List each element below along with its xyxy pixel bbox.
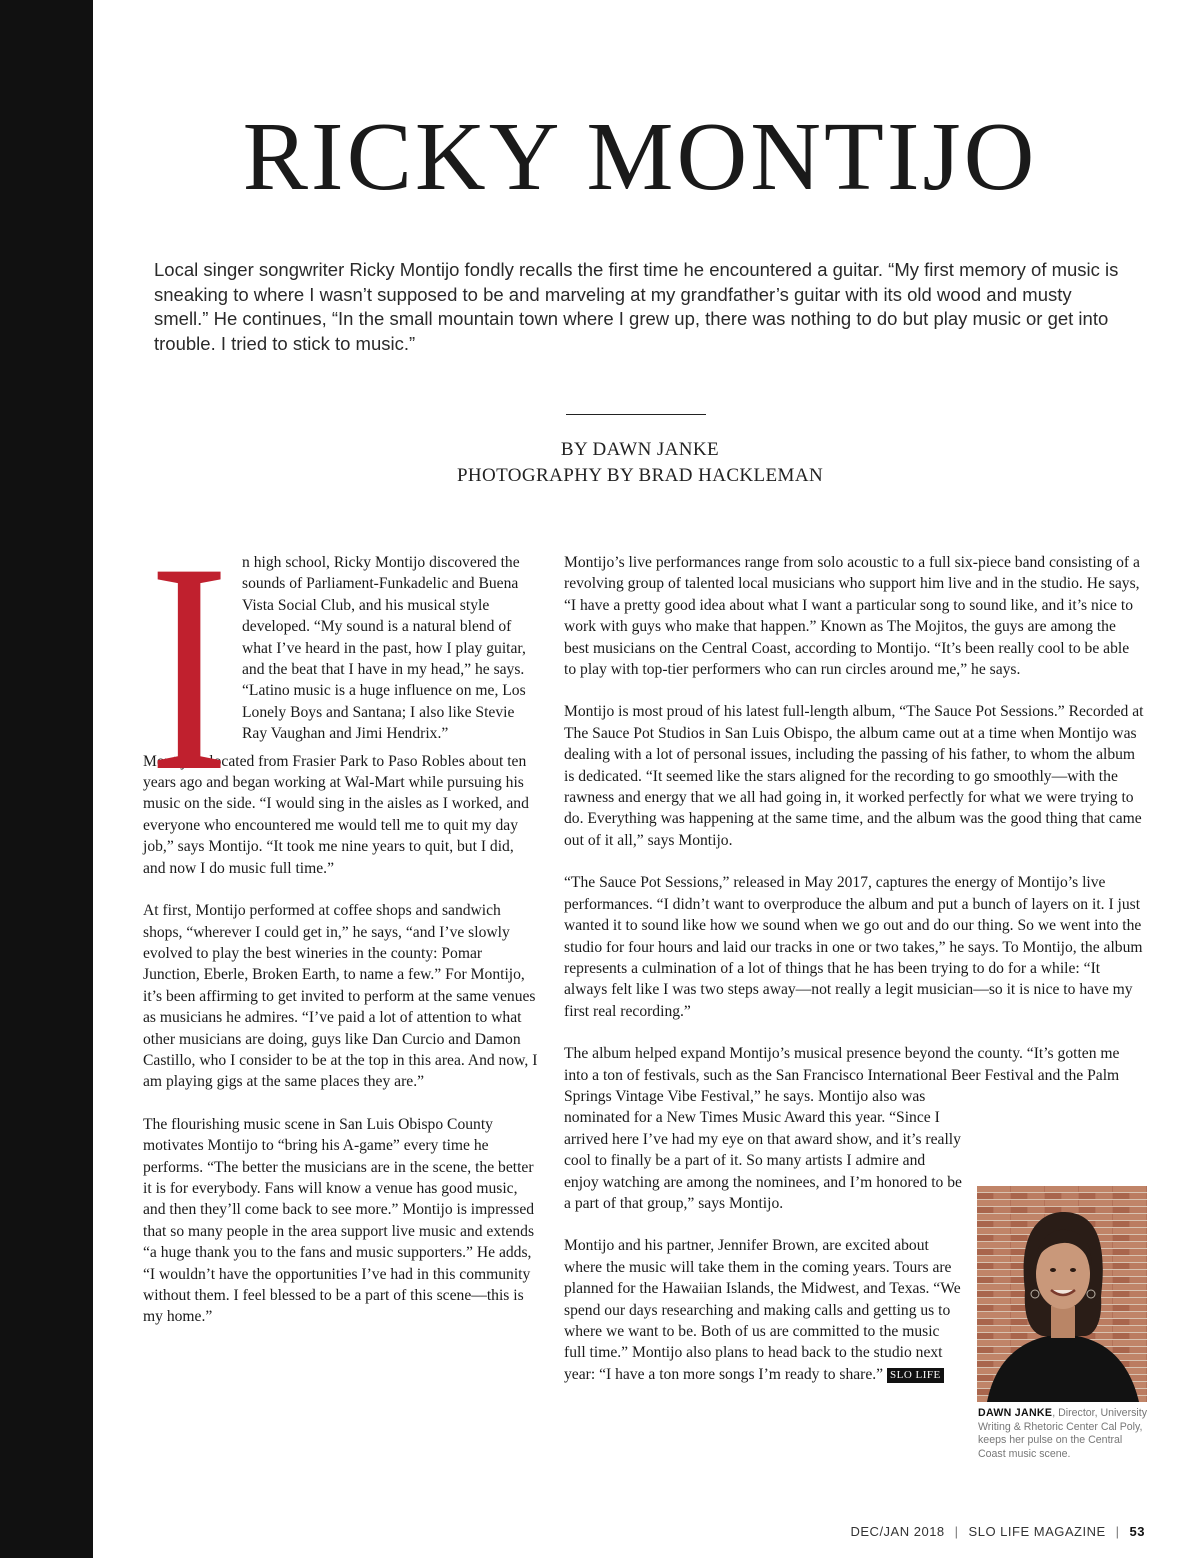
lead-paragraph: n high school, Ricky Montijo discovered the sounds of Parliament-Funkadelic and Buena Vista Social Club, and his musical style developed. “My sound is a natural blend of what I’ve heard in the past, how I play guitar, and the beat that I have in my head,” he says. “Latino music is a huge influence on me, Los Lonely Boys and Santana; I also like Stevie Ray Vaughan and Jimi Hendrix.”	[242, 554, 526, 743]
body-paragraph: nominated for a New Times Music Award this year. “Since I arrived here I’ve had my eye on that award show, and it’s really cool to finally be a part of it. So many artists I admire and enjoy watching are among the nominees, and I’m honored to be a part of that group,” says Montijo.	[564, 1109, 962, 1212]
body-paragraph: Montijo is most proud of his latest full-length album, “The Sauce Pot Sessions.” Recorded at The Sauce Pot Studios in San Luis Obispo, the album came out at a time when Montijo was dealing with a lot of personal issues, including the passing of his father, to whom the album is dedicated. “It seemed like the stars aligned for the recording to go smoothly—with the rawness and energy that we all had going in, it worked perfectly for what we were trying to do. Everything was happening at the same time, and the album was the good thing that came out of it all,” says Montijo.	[564, 703, 1144, 849]
article-title: RICKY MONTIJO	[242, 103, 1038, 211]
title-divider	[566, 414, 706, 415]
page-number: 53	[1129, 1524, 1145, 1539]
svg-text:I: I	[149, 501, 229, 833]
page-spine	[0, 0, 93, 1558]
photo-credit: PHOTOGRAPHY BY BRAD HACKLEMAN	[456, 465, 824, 486]
body-paragraph: “The Sauce Pot Sessions,” released in May 2017, captures the energy of Montijo’s live performances. “I didn’t want to overproduce the album and put a bunch of layers on it. I just wanted it to sound like how we sound when we go out and do our thing. So we went into the studio for four hours and laid our tracks in one or two takes,” he says. To Montijo, the album represents a culmination of a lot of things that he has been trying to do for a while: “It always felt like I was two steps away—not really a legit musician—so it is nice to have my first real recording.”	[564, 874, 1143, 1020]
footer-issue-date: DEC/JAN 2018	[850, 1524, 945, 1539]
footer-separator: |	[1115, 1524, 1120, 1539]
body-paragraph: Montijo relocated from Frasier Park to Paso Robles about ten years ago and began working at Wal-Mart while pursuing his music on the side. “I would sing in the aisles as I worked, and everyone who encountered me would tell me to quit my day job,” says Montijo. “It took me nine years to quit, but I did, and now I do music full time.”	[143, 752, 529, 877]
footer-separator: |	[954, 1524, 959, 1539]
dropcap-letter	[143, 501, 235, 833]
body-paragraph: The album helped expand Montijo’s musical presence beyond the county. “It’s gotten me into a ton of festivals, such as the San Francisco International Beer Festival and the Palm Springs Vintage Vibe Festival,” he says. Montijo also was	[564, 1045, 1120, 1105]
author-photo	[977, 1186, 1147, 1402]
body-paragraph: The flourishing music scene in San Luis Obispo County motivates Montijo to “bring his A-game” every time he performs. “The better the musicians are in the scene, the better it is for everybody. Fans will know a venue has good music, and then they’ll come back to see more.” Montijo is impressed that so many people in the area support live music and extends “a huge thank you to the fans and music supporters.” He adds, “I wouldn’t have the opportunities I’ve had in this community without them. I feel blessed to be a part of this scene—this is my home.”	[143, 1115, 535, 1326]
caption-author-name: DAWN JANKE	[978, 1407, 1053, 1419]
article-intro: Local singer songwriter Ricky Montijo fondly recalls the first time he encountered a guitar. “My first memory of music is sneaking to where I wasn’t supposed to be and marveling at my grandfather’s guitar with its old wood and musty smell.” He continues, “In the small mountain town where I grew up, there was nothing to do but play music or get into trouble. I tried to stick to music.”	[154, 259, 1119, 354]
body-paragraph: At first, Montijo performed at coffee shops and sandwich shops, “wherever I could get in,” he says, “and I’ve slowly evolved to play the best wineries in the county: Pomar Junction, Eberle, Broken Earth, to name a few.” For Montijo, it’s been affirming to get invited to perform at the same venues as musicians he admires. “I’ve paid a lot of attention to what other musicians are doing, guys like Dan Curcio and Damon Castillo, who I consider to be at the top in this area. And now, I am playing gigs at the same places they are.”	[143, 902, 538, 1091]
left-column	[143, 501, 539, 1349]
caption-text: , Director, University Writing & Rhetoric Center Cal Poly, keeps her pulse on the Central Coast music scene.	[978, 1407, 1147, 1460]
footer-magazine-name: SLO LIFE MAGAZINE	[968, 1524, 1106, 1539]
author-photo-caption	[978, 1407, 1150, 1461]
closing-paragraph-text: Montijo and his partner, Jennifer Brown, are excited about where the music will take them in the coming years. Tours are planned for the Hawaiian Islands, the Midwest, and Texas. “We spend our days researching and making calls and getting us to where we want to be. Both of us are committed to the music full time.” Montijo also plans to head back to the studio next year: “I have a ton more songs I’m ready to share.”	[564, 1237, 961, 1383]
author-portrait-image	[977, 1186, 1147, 1402]
page-footer	[851, 1524, 1146, 1539]
author-byline: BY DAWN JANKE	[560, 439, 720, 460]
body-paragraph: Montijo’s live performances range from solo acoustic to a full six-piece band consisting of a revolving group of talented local musicians who support him live and in the studio. He says, “I have a pretty good idea about what I want a particular song to sound like, and it’s nice to work with guys who make that happen.” Known as The Mojitos, the guys are among the best musicians on the Central Coast, according to Montijo. “It’s been really cool to be able to play with top-tier performers who can run circles around me,” he says.	[564, 554, 1140, 679]
slo-life-end-mark: SLO LIFE	[887, 1368, 944, 1383]
closing-paragraph	[564, 1235, 962, 1385]
byline-block	[140, 437, 1140, 489]
